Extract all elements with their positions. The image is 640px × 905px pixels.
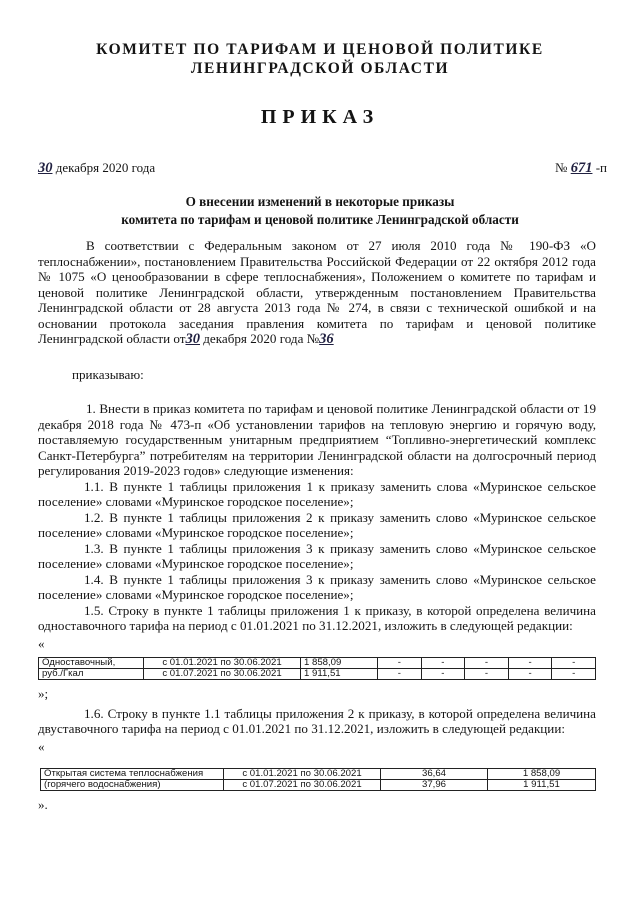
protocol-date-text: декабря 2020 года № bbox=[200, 331, 320, 346]
organization-name-line2: ЛЕНИНГРАДСКОЙ ОБЛАСТИ bbox=[190, 60, 450, 77]
handwritten-date-day: 30 bbox=[38, 160, 53, 176]
item-1-3: 1.3. В пункте 1 таблицы приложения 3 к приказу заменить слово «Муринское сельское поселение» словами «Муринское городское поселение»; bbox=[38, 540, 596, 571]
item-1-2: 1.2. В пункте 1 таблицы приложения 2 к приказу заменить слово «Муринское сельское поселение» словами «Муринское городское поселение»; bbox=[38, 509, 596, 540]
table-cell-dash: - bbox=[378, 669, 422, 680]
number-prefix: № bbox=[555, 160, 571, 175]
table-cell-label: (горячего водоснабжения) bbox=[41, 780, 224, 791]
subject-line2: комитета по тарифам и ценовой политике Ленинградской области bbox=[121, 212, 519, 227]
table-cell-dash: - bbox=[421, 658, 465, 669]
table-cell-value1: 37,96 bbox=[381, 780, 488, 791]
preamble-paragraph bbox=[38, 238, 596, 348]
quote-open-2: « bbox=[38, 738, 45, 754]
table-cell-dash: - bbox=[552, 669, 596, 680]
table-cell-period: с 01.07.2021 по 30.06.2021 bbox=[224, 780, 381, 791]
table-cell-value: 1 911,51 bbox=[301, 669, 378, 680]
item-1: 1. Внести в приказ комитета по тарифам и ценовой политике Ленинградской области от 19 декабря 2018 года № 473-п «Об установлении тарифов на тепловую энергию и горячую воду, поставляемую государственным унитарным предприятием “Топливно-энергетический комплекс Санкт-Петербурга” потребителям на территории Ленинградской области на долгосрочный период регулирования 2019-2023 годов» следующие изменения: bbox=[38, 401, 596, 478]
table-row bbox=[41, 780, 596, 791]
order-date bbox=[38, 160, 155, 177]
document-title: ПРИКАЗ bbox=[260, 106, 380, 128]
table-cell-value: 1 858,09 bbox=[301, 658, 378, 669]
table-cell-period: с 01.01.2021 по 30.06.2021 bbox=[144, 658, 301, 669]
table-cell-dash: - bbox=[421, 669, 465, 680]
organization-header bbox=[60, 40, 580, 78]
table-row bbox=[41, 769, 596, 780]
table-cell-dash: - bbox=[465, 669, 509, 680]
number-suffix: -п bbox=[592, 160, 607, 175]
table-cell-label: руб./Гкал bbox=[39, 669, 144, 680]
quote-close-2: ». bbox=[38, 797, 48, 812]
table-cell-value2: 1 858,09 bbox=[488, 769, 596, 780]
table-cell-label: Открытая система теплоснабжения bbox=[41, 769, 224, 780]
table-cell-value2: 1 911,51 bbox=[488, 780, 596, 791]
item-1-6: 1.6. Строку в пункте 1.1 таблицы приложения 2 к приказу, в которой определена величина двуставочного тарифа на период с 01.01.2021 по 31.12.2021, изложить в следующей редакции: bbox=[38, 705, 596, 736]
preamble-text: В соответствии с Федеральным законом от 27 июля 2010 года № 190-ФЗ «О теплоснабжении», постановлением Правительства Российской Федерации от 22 октября 2012 года № 1075 «О ценообразовании в сфере теплоснабжения», Положением о комитете по тарифам и ценовой политике Ленинградской области, утвержденным постановлением Правительства Ленинградской области от 28 августа 2013 года № 274, в связи с технической ошибкой и на основании протокола заседания правления комитета по тарифам и ценовой политике Ленинградской области от bbox=[38, 238, 596, 346]
order-subject bbox=[60, 193, 580, 229]
handwritten-order-number: 671 bbox=[570, 160, 593, 176]
table-cell-period: с 01.07.2021 по 30.06.2021 bbox=[144, 669, 301, 680]
date-text: декабря 2020 года bbox=[52, 160, 156, 175]
tariff-table-two-rate bbox=[40, 768, 596, 791]
table-cell-dash: - bbox=[465, 658, 509, 669]
handwritten-protocol-number: 36 bbox=[319, 331, 334, 347]
table-cell-label: Одноставочный, bbox=[39, 658, 144, 669]
table-cell-period: с 01.01.2021 по 30.06.2021 bbox=[224, 769, 381, 780]
handwritten-protocol-day: 30 bbox=[185, 331, 200, 347]
table-cell-dash: - bbox=[508, 658, 552, 669]
subject-line1: О внесении изменений в некоторые приказы bbox=[185, 194, 455, 209]
order-word: приказываю: bbox=[72, 366, 144, 382]
document-body bbox=[38, 238, 596, 813]
table-cell-dash: - bbox=[378, 658, 422, 669]
table-cell-dash: - bbox=[552, 658, 596, 669]
table-row bbox=[39, 658, 596, 669]
item-1-4: 1.4. В пункте 1 таблицы приложения 3 к приказу заменить слово «Муринское сельское поселение» словами «Муринское городское поселение»; bbox=[38, 571, 596, 602]
organization-name-line1: КОМИТЕТ ПО ТАРИФАМ И ЦЕНОВОЙ ПОЛИТИКЕ bbox=[96, 41, 544, 58]
order-number bbox=[555, 160, 607, 177]
item-1-1: 1.1. В пункте 1 таблицы приложения 1 к приказу заменить слова «Муринское сельское поселение» словами «Муринское городское поселение»; bbox=[38, 478, 596, 509]
table-cell-dash: - bbox=[508, 669, 552, 680]
quote-close-1: »; bbox=[38, 686, 49, 701]
tariff-table-single-rate bbox=[38, 657, 596, 680]
table-cell-value1: 36,64 bbox=[381, 769, 488, 780]
item-1-5: 1.5. Строку в пункте 1 таблицы приложения 1 к приказу, в которой определена величина одноставочного тарифа на период с 01.01.2021 по 31.12.2021, изложить в следующей редакции: bbox=[38, 602, 596, 633]
quote-open-1: « bbox=[38, 635, 45, 651]
table-row bbox=[39, 669, 596, 680]
